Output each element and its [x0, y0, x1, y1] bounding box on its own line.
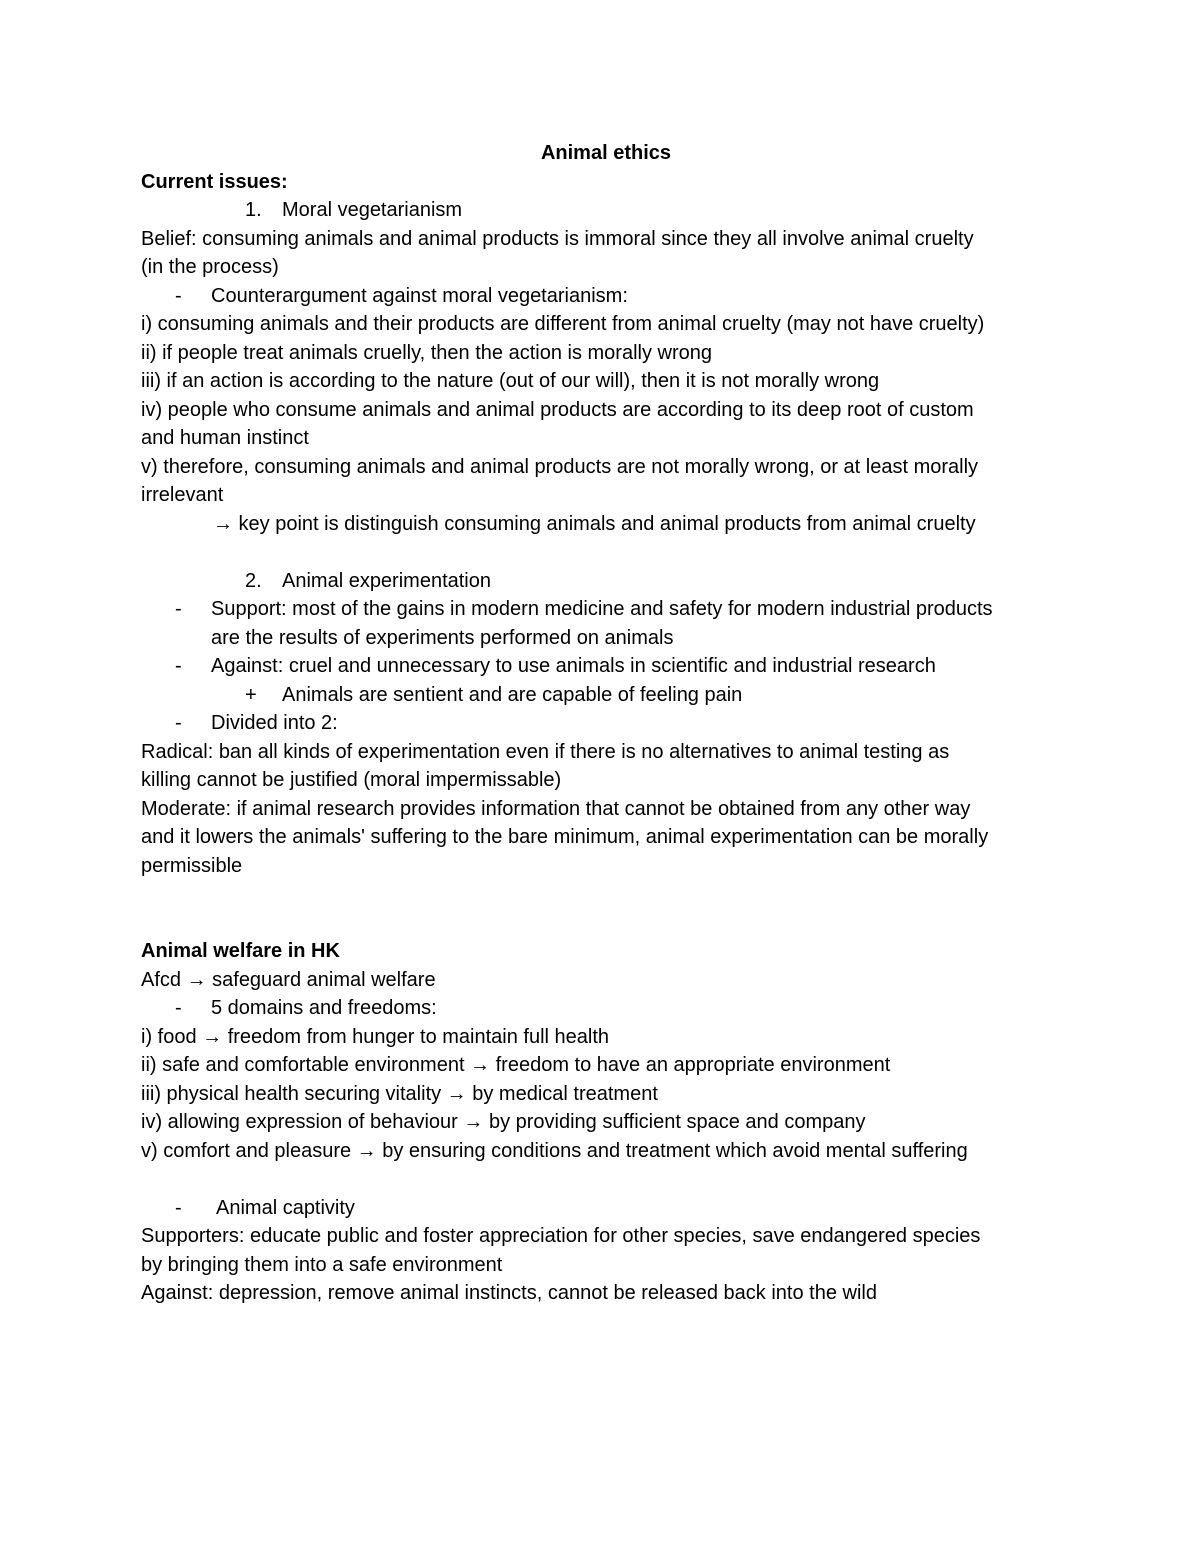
moderate-line: permissible	[141, 854, 243, 877]
bullet-divided	[141, 709, 1071, 738]
belief-line: (in the process)	[141, 256, 279, 278]
bullet-text: Divided into 2:	[211, 712, 338, 734]
argument-point: ii) if people treat animals cruelly, then the action is morally wrong	[141, 341, 712, 364]
argument-point: v) therefore, consuming animals and animal products are not morally wrong, or at least morally	[141, 455, 979, 478]
moderate-line: and it lowers the animals' suffering to the bare minimum, animal experimentation can be morally	[141, 826, 989, 848]
freedom-item: v) comfort and pleasure → by ensuring conditions and treatment which avoid mental suffering	[141, 1139, 968, 1162]
afcd-line: Afcd → safeguard animal welfare	[141, 968, 436, 991]
numbered-item-label: Moral vegetarianism	[282, 199, 463, 221]
dash-bullet: -	[175, 655, 182, 677]
bullet-support-continued	[141, 624, 1071, 653]
bullet-text: Animals are sentient and are capable of feeling pain	[282, 683, 743, 706]
bullet-animal-captivity	[141, 1194, 1071, 1223]
document-title: Animal ethics	[540, 142, 672, 164]
dash-bullet: -	[175, 1196, 182, 1219]
bullet-domains	[141, 994, 1071, 1023]
key-point-line: → key point is distinguish consuming animals and animal products from animal cruelty	[213, 512, 976, 535]
radical-line: Radical: ban all kinds of experimentation even if there is no alternatives to animal testing as	[141, 740, 950, 763]
bullet-text: are the results of experiments performed on animals	[211, 626, 674, 649]
bullet-text: Against: cruel and unnecessary to use animals in scientific and industrial research	[211, 655, 936, 677]
freedom-item: i) food → freedom from hunger to maintain full health	[141, 1025, 610, 1048]
bullet-counterargument	[141, 282, 1071, 311]
argument-point: irrelevant	[141, 484, 224, 506]
numbered-item-animal-experimentation	[141, 567, 1071, 596]
section-heading-current-issues: Current issues:	[141, 170, 288, 193]
dash-bullet: -	[175, 598, 182, 620]
argument-point: and human instinct	[141, 427, 309, 449]
supporters-line: by bringing them into a safe environment	[141, 1253, 503, 1276]
list-number: 1.	[245, 199, 262, 221]
document-page	[141, 139, 1071, 1308]
argument-point: iv) people who consume animals and animal products are according to its deep root of custom	[141, 398, 974, 421]
radical-line: killing cannot be justified (moral impermissable)	[141, 769, 562, 791]
dash-bullet: -	[175, 284, 182, 307]
bullet-support	[141, 595, 1071, 624]
plus-bullet: +	[245, 683, 257, 706]
spacer	[141, 1165, 1071, 1194]
belief-line: Belief: consuming animals and animal products is immoral since they all involve animal cruelty	[141, 227, 974, 250]
section-heading-animal-welfare: Animal welfare in HK	[141, 940, 340, 962]
list-number: 2.	[245, 569, 262, 592]
spacer	[141, 538, 1071, 567]
argument-point: iii) if an action is according to the nature (out of our will), then it is not morally wrong	[141, 370, 880, 392]
numbered-item-moral-vegetarianism	[141, 196, 1071, 225]
supporters-line: Supporters: educate public and foster appreciation for other species, save endangered species	[141, 1225, 981, 1247]
bullet-text: 5 domains and freedoms:	[211, 997, 437, 1019]
bullet-text: Support: most of the gains in modern medicine and safety for modern industrial products	[211, 598, 993, 620]
argument-point: i) consuming animals and their products are different from animal cruelty (may not have cruelty)	[141, 313, 985, 335]
freedom-item: iv) allowing expression of behaviour → by providing sufficient space and company	[141, 1111, 866, 1133]
freedom-item: iii) physical health securing vitality → by medical treatment	[141, 1082, 658, 1105]
bullet-label: Counterargument against moral vegetarianism:	[211, 284, 628, 307]
numbered-item-label: Animal experimentation	[282, 569, 491, 592]
sub-bullet-sentient	[141, 681, 1071, 710]
dash-bullet: -	[175, 712, 182, 734]
bullet-against	[141, 652, 1071, 681]
bullet-text: Animal captivity	[216, 1196, 355, 1219]
moderate-line: Moderate: if animal research provides information that cannot be obtained from any other way	[141, 797, 971, 820]
dash-bullet: -	[175, 997, 182, 1019]
spacer	[141, 880, 1071, 937]
against-line: Against: depression, remove animal instincts, cannot be released back into the wild	[141, 1282, 877, 1304]
freedom-item: ii) safe and comfortable environment → freedom to have an appropriate environment	[141, 1054, 891, 1076]
